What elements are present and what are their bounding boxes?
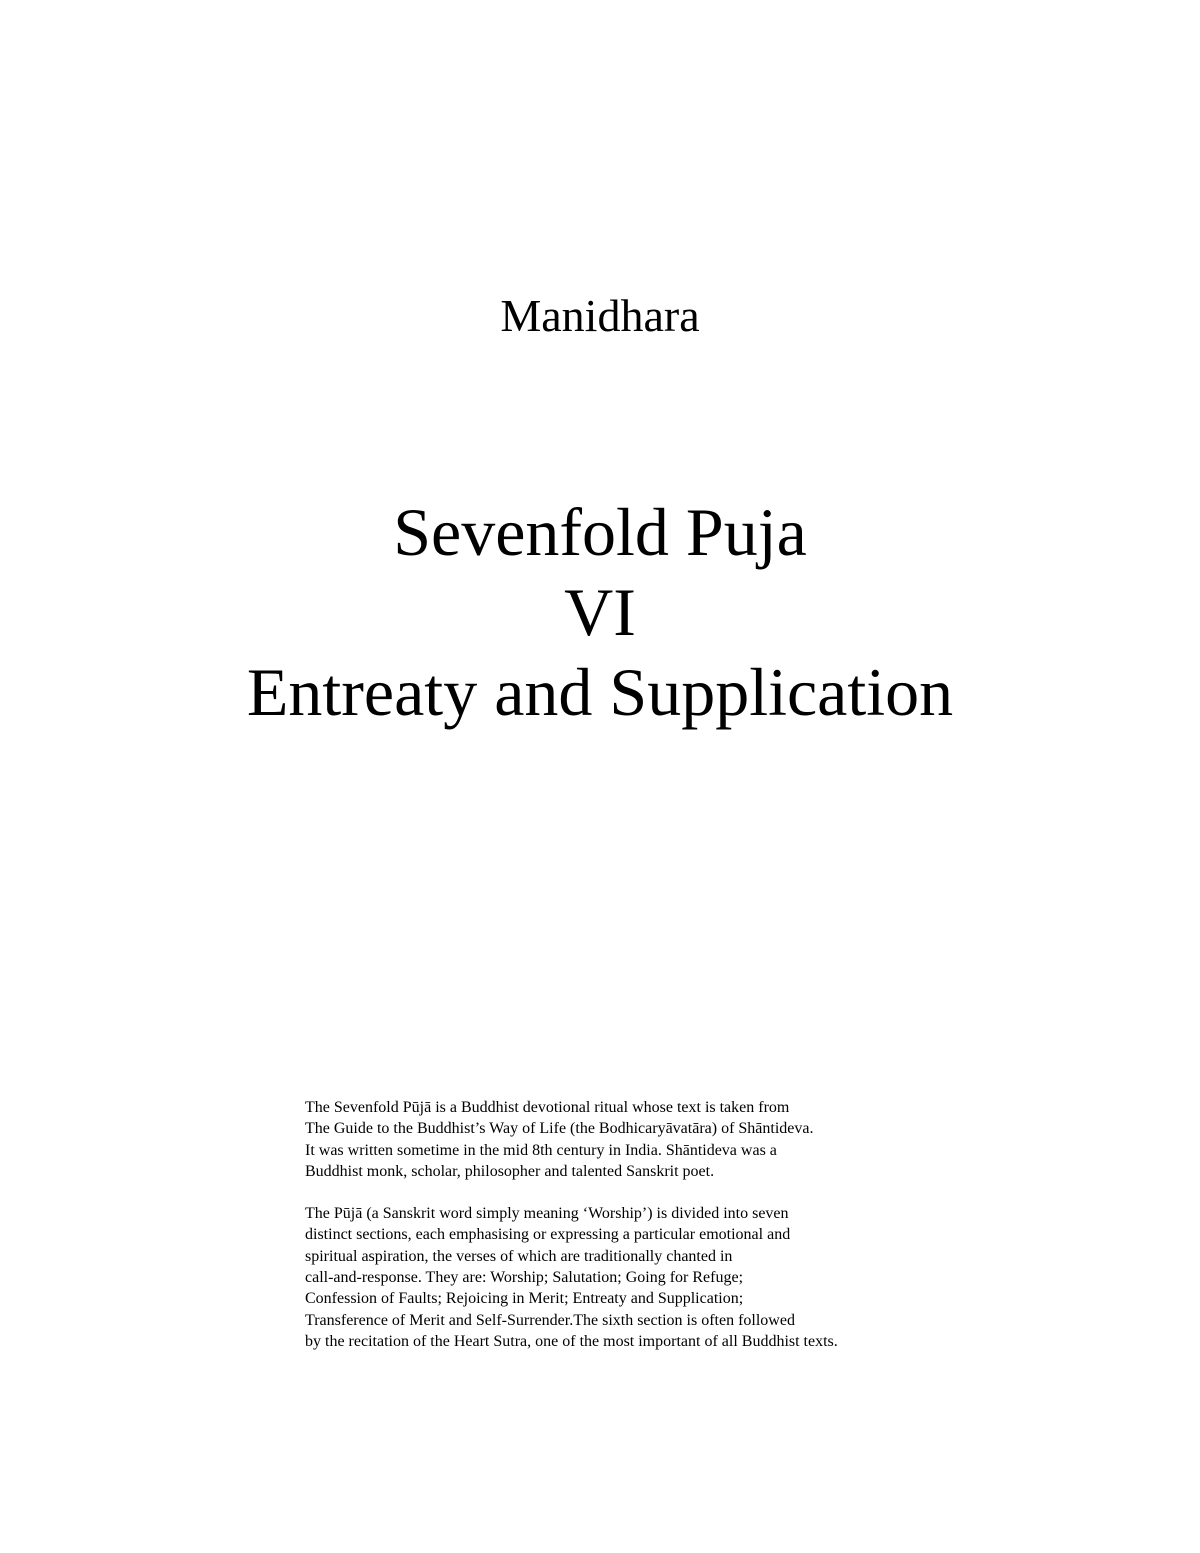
- text-line: The Sevenfold Pūjā is a Buddhist devotional ritual whose text is taken from: [305, 1099, 790, 1116]
- text-line: Transference of Merit and Self-Surrender.The sixth section is often followed: [305, 1311, 795, 1329]
- text-line: The Pūjā (a Sanskrit word simply meaning ‘Worship’) is divided into seven: [305, 1205, 789, 1223]
- title-line-subtitle: Entreaty and Supplication: [246, 654, 954, 730]
- text-line: by the recitation of the Heart Sutra, one of the most important of all Buddhist texts.: [305, 1332, 838, 1350]
- introduction-text: [305, 1097, 945, 1352]
- author-name: Manidhara: [500, 290, 700, 341]
- title-line-main: Sevenfold Puja: [393, 494, 807, 570]
- text-line: The Guide to the Buddhist’s Way of Life (the Bodhicaryāvatāra) of Shāntideva.: [305, 1120, 814, 1138]
- text-line: Confession of Faults; Rejoicing in Merit; Entreaty and Supplication;: [305, 1290, 744, 1308]
- intro-paragraph-2: [305, 1203, 945, 1352]
- text-line: call-and-response. They are: Worship; Salutation; Going for Refuge;: [305, 1269, 744, 1287]
- intro-paragraph-1: [305, 1097, 945, 1182]
- document-title: [0, 492, 1200, 732]
- text-line: spiritual aspiration, the verses of which are traditionally chanted in: [305, 1247, 733, 1265]
- text-line: distinct sections, each emphasising or expressing a particular emotional and: [305, 1226, 791, 1244]
- text-line: Buddhist monk, scholar, philosopher and talented Sanskrit poet.: [305, 1162, 715, 1180]
- text-line: It was written sometime in the mid 8th century in India. Shāntideva was a: [305, 1141, 777, 1159]
- title-line-part-number: VI: [564, 574, 636, 650]
